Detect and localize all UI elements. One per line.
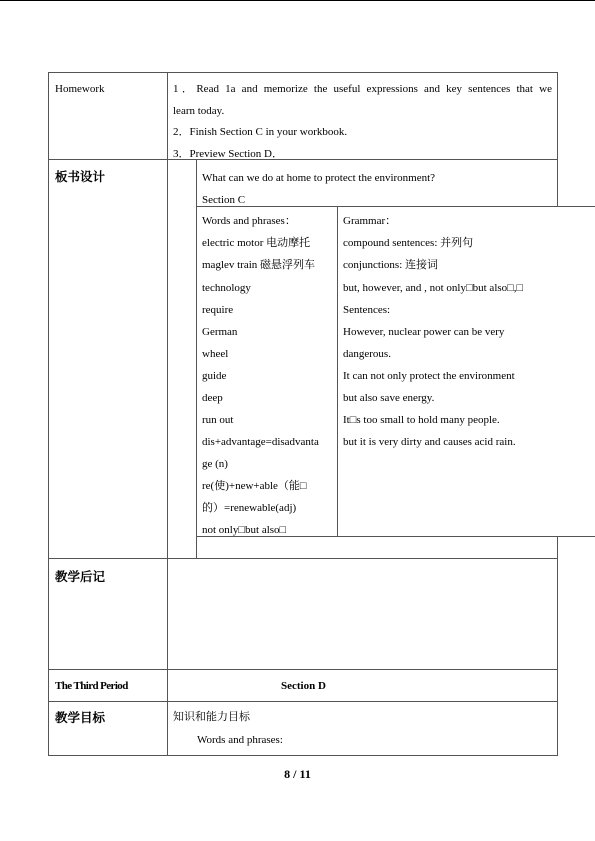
board-divider-header (196, 206, 595, 207)
board-question: What can we do at home to protect the environment? (202, 172, 436, 184)
reflection-label: 教学后记 (55, 569, 106, 584)
page-number: 8 / 11 (284, 767, 311, 781)
grammar-item: but also save energy. (343, 392, 435, 404)
word-item: guide (202, 370, 227, 382)
grammar-item: dangerous. (343, 348, 391, 360)
board-right-border-top (557, 159, 558, 207)
goals-line-2: Words and phrases: (197, 734, 283, 746)
word-item: ge (n) (202, 458, 228, 470)
table-border-right-top (557, 72, 558, 159)
table-border-right-bottom (557, 558, 558, 756)
grammar-item: but, however, and , not only□but also□,□ (343, 282, 524, 294)
table-border-left (48, 72, 49, 756)
homework-item-1: 1．Read 1a and memorize the useful expressions and key sentences that we (173, 83, 552, 95)
board-column-divider (337, 206, 338, 536)
page-top-rule (0, 0, 595, 1)
word-item: wheel (202, 348, 229, 360)
row-divider-reflection (48, 669, 558, 670)
word-item: German (202, 326, 238, 338)
word-item: require (202, 304, 234, 316)
board-label: 板书设计 (55, 169, 106, 184)
board-right-border-bottom (557, 536, 558, 559)
grammar-item: However, nuclear power can be very (343, 326, 505, 338)
board-section: Section C (202, 194, 246, 206)
row-divider-homework (48, 159, 558, 160)
word-item: 的）=renewable(adj) (202, 502, 297, 514)
row-divider-period (48, 701, 558, 702)
word-item: technology (202, 282, 251, 294)
table-border-bottom (48, 755, 558, 756)
word-item: maglev train 磁悬浮列车 (202, 259, 316, 271)
period-section: Section D (281, 680, 326, 692)
period-label: The Third Period (55, 680, 128, 692)
word-item: deep (202, 392, 223, 404)
words-title: Words and phrases： (202, 215, 296, 227)
grammar-item: It can not only protect the environment (343, 370, 515, 382)
word-item: electric motor 电动摩托 (202, 237, 311, 249)
grammar-item: conjunctions: 连接词 (343, 259, 439, 271)
word-item: not only□but also□ (202, 524, 287, 536)
grammar-item: It□s too small to hold many people. (343, 414, 500, 426)
goals-line-1: 知识和能力目标 (173, 710, 250, 723)
homework-item-3: 3．Preview Section D． (173, 148, 283, 160)
grammar-item: compound sentences: 并列句 (343, 237, 474, 249)
homework-label: Homework (55, 83, 105, 95)
homework-item-2: 2．Finish Section C in your workbook. (173, 126, 348, 138)
row-divider-board (48, 558, 558, 559)
goals-label: 教学目标 (55, 710, 106, 725)
word-item: dis+advantage=disadvanta (202, 436, 319, 448)
word-item: re(使)+new+able（能□ (202, 480, 307, 492)
grammar-title: Grammar： (343, 215, 397, 227)
board-left-border (196, 159, 197, 559)
label-column-divider (167, 72, 168, 756)
grammar-item: Sentences: (343, 304, 391, 316)
word-item: run out (202, 414, 234, 426)
grammar-item: but it is very dirty and causes acid rain. (343, 436, 516, 448)
table-border-top (48, 72, 558, 73)
homework-item-1-cont: learn today. (173, 105, 225, 117)
